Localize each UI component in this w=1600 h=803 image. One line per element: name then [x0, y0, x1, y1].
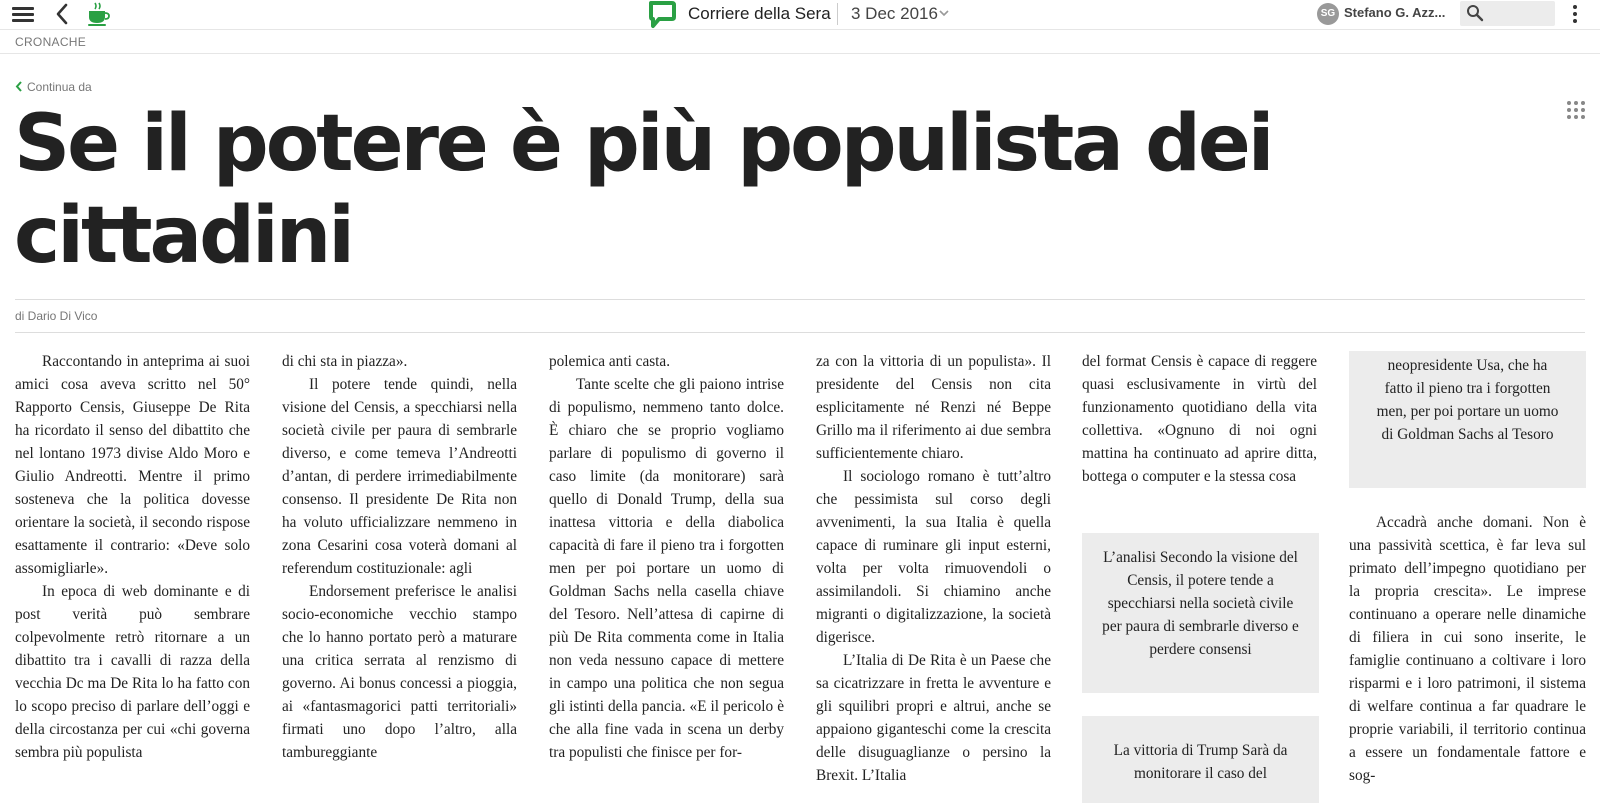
paragraph: polemica anti casta. [549, 353, 671, 370]
article-column-6: Accadrà anche domani. Non è una passività scettica, è far leva sul primato dell’impegno quotidiano per la propria crescita». Le imprese continuano a operare nelle dinamiche di filiera in cui sono inserite, le famiglie continuano a coltivare i loro risparmi e i loro patrimoni, il sistema di welfare continua a far quadrare le proprie variabili, il territorio continua a essere un fondamentale fattore e sog- [1349, 514, 1586, 784]
paragraph: di chi sta in piazza». [282, 353, 408, 370]
divider [15, 332, 1585, 333]
avatar[interactable]: SG [1317, 3, 1339, 25]
section-label: CRONACHE [15, 35, 87, 49]
pull-quote: L’analisi Secondo la visione del Censis, il potere tende a specchiarsi nella società civile per paura di sembrarle diverso e perdere consensi [1082, 533, 1319, 693]
article-column-3 [549, 350, 784, 803]
paragraph: Il potere tende quindi, nella visione del Censis, a specchiarsi nella società civile per paura di sembrarle diverso, e come temeva l’Andreotti d’antan, di perdere irrimediabilmente consenso. Il presidente De Rita non ha voluto ufficializzare nemmeno in zona Cesarini cosa voterà domani al referendum costituzionale: agli [282, 376, 517, 577]
byline: di Dario Di Vico [15, 309, 98, 323]
paragraph: L’Italia di De Rita è un Paese che sa cicatrizzare in fretta le avventure e gli squilibri propri e altrui, anche se appaiono giganteschi come la crescita delle disuguaglianze o persino la Brexit. L’Italia [816, 652, 1051, 784]
paragraph: del format Censis è capace di reggere quasi esclusivamente in virtù del funzionamento quotidiano della vita collettiva. «Ognuno di noi ogni mattina ha continuato ad aprire ditta, bottega o computer e la stessa cosa [1082, 353, 1317, 485]
title-separator [837, 3, 838, 25]
top-toolbar [0, 0, 1600, 30]
paragraph: Il sociologo romano è tutt’altro che pessimista sul corso degli avvenimenti, la sua Italia è quella capace di ruminare gli input esterni, volta per volta rimuovendoli o assimilandoli. Si chiamino anche migranti o digitalizzazione, la società digerisce. [816, 468, 1051, 646]
paragraph: In epoca di web dominante e di post verità può sembrare colpevolmente retrò ritornare a un dibattito tra i cavalli di razza della vecchia Dc ma De Rita lo ha fatto con lo scopo preciso di parlare dell’oggi e della circostanza per cui «chi governa sembra più populista [15, 583, 250, 761]
paragraph: Tante scelte che gli paiono intrise di populismo, nemmeno tanto dolce. È chiaro che se proprio vogliamo parlare di populismo di governo il caso limite (da monitorare) sarà quello di Donald Trump, della sua inattesa vittoria e della diabolica capacità di fare il pieno tra i forgotten men per poi portare un uomo di Goldman Sachs nella casella chiave del Tesoro. Nell’attesa di capirne di più De Rita commenta come in Italia non veda nessuno capace di mettere in campo una politica che non segua gli istinti della pancia. «E il pericolo è che alla fine vada in scena un derby tra populisti che finisce per for- [549, 376, 784, 761]
paragraph: Raccontando in anteprima ai suoi amici cosa aveva scritto nel 50° Rapporto Censis, Giuseppe De Rita ha ricordato il senso del dibattito che nel lontano 1973 divise Aldo Moro e Giulio Andreotti. Mentre il primo sosteneva che la politica dovesse orientare la società, il secondo rispose esattamente il contrario: «Deve solo assomigliarle». [15, 353, 250, 577]
article-column-2 [282, 350, 517, 803]
search-icon[interactable] [1466, 4, 1484, 22]
pull-quote: neopresidente Usa, che ha fatto il pieno tra i forgotten men, per poi portare un uomo di Goldman Sachs al Tesoro [1349, 351, 1586, 488]
search-input[interactable] [1488, 3, 1550, 23]
coffee-cup-icon[interactable] [86, 1, 110, 27]
newspaper-title[interactable]: Corriere della Sera [688, 4, 831, 23]
more-vertical-icon[interactable] [1568, 3, 1582, 27]
article-column-4 [816, 350, 1051, 803]
continue-from-link[interactable] [15, 80, 92, 94]
article-headline: Se il potere è più populista dei cittadini [14, 99, 1272, 281]
article-column-1 [15, 350, 250, 803]
chevron-left-icon [15, 81, 23, 92]
user-name[interactable]: Stefano G. Azz... [1344, 5, 1446, 20]
search-box[interactable] [1460, 1, 1555, 26]
paragraph: za con la vittoria di un populista». Il presidente del Censis non cita esplicitamente né Renzi né Beppe Grillo ma il riferimento ai due sembra sufficientemente chiaro. [816, 353, 1051, 462]
pressreader-logo-icon[interactable] [648, 0, 676, 30]
grid-layout-icon[interactable] [1566, 100, 1586, 120]
hamburger-menu-icon[interactable] [12, 4, 34, 24]
issue-date[interactable]: 3 Dec 2016 [851, 4, 938, 23]
pull-quote: La vittoria di Trump Sarà da monitorare il caso del [1082, 716, 1319, 803]
divider [15, 299, 1585, 300]
divider [0, 53, 1600, 54]
back-arrow-icon[interactable] [52, 1, 72, 27]
chevron-down-icon[interactable] [937, 6, 951, 20]
continue-from-label: Continua da [27, 80, 92, 94]
paragraph: Endorsement preferisce le analisi socio-economiche vecchio stampo che lo hanno portato però a maturare una critica serrata al renzismo di governo. Ai bonus concessi a pioggia, ai «fantasmagorici patti territoriali» firmati uno dopo l’altro, alla tambureggiante [282, 583, 517, 761]
article-column-5 [1082, 350, 1317, 510]
